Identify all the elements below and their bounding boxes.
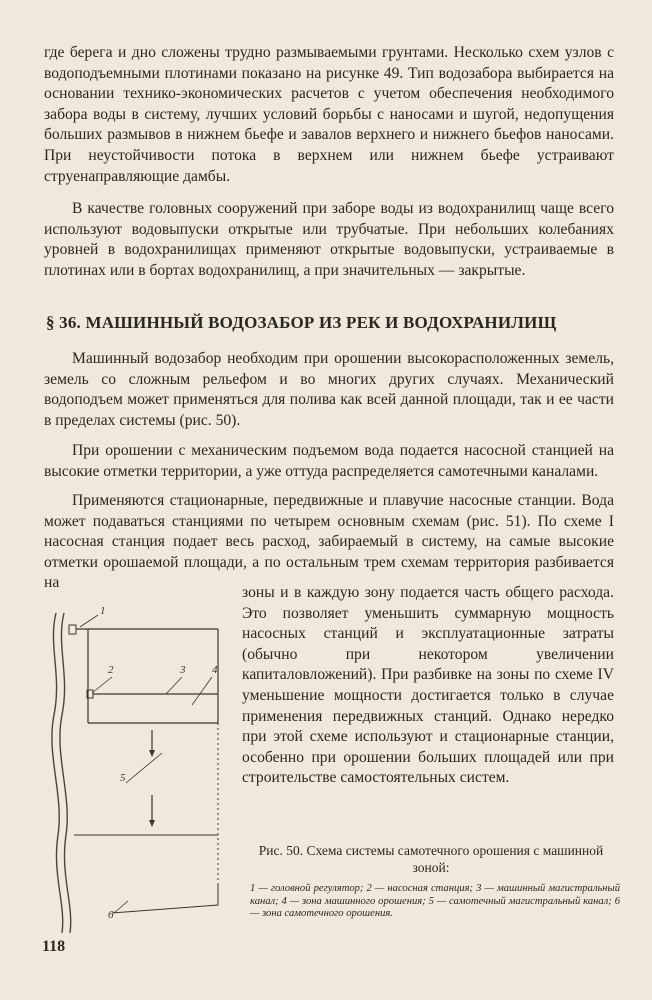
paragraph-6: зоны и в каждую зону подается часть общего расхода. Это позволяет уменьшить суммарную мощность насосных станций и эксплуатационные затраты (обычно при некотором увеличении капиталовложений). При разбивке на зоны по схеме IV уменьшение мощности достигается только в случае применения передвижных станций. Однако нередко при этой схеме используют и стационарные станции, особенно при орошении больших площадей или при строительстве самостоятельных систем. (242, 584, 614, 787)
label-1: 1 (100, 605, 106, 617)
paragraph-3: Машинный водозабор необходим при орошении высокорасположенных земель, земель со сложным рельефом и во многих других случаях. Механический водоподъем может применяться для полива как всей данной площади, так и ее части в пределах системы (рис. 50). (44, 350, 614, 429)
head-regulator (69, 625, 76, 634)
paragraph-1: где берега и дно сложены трудно размываемыми грунтами. Несколько схем узлов с водоподъемными плотинами показано на рисунке 49. Тип водозабора выбирается на основании технико-экономических расчетов с учетом обеспечения необходимого забора воды в систему, лучших условий борьбы с наносами и шугой, недопущения больших размывов в нижнем бьефе и завалов верхнего и нижнего бьефов наносами. При неустойчивости потока в верхнем или нижнем бьефе устраивают струенаправляющие дамбы. (44, 44, 614, 185)
figure-50 (42, 605, 242, 935)
paragraph-5: Применяются стационарные, передвижные и плавучие насосные станции. Вода может подаваться станциями по четырем основным схемам (рис. 51). По схеме I насосная станция подает весь расход, забираемый в систему, на самые высокие отметки орошаемой площади, а по остальным трем схемам территория разбивается на (44, 492, 614, 592)
label-5: 5 (120, 772, 126, 784)
irrigation-scheme-diagram (42, 605, 242, 935)
paragraph-2: В качестве головных сооружений при заборе воды из водохранилищ чаще всего используют водовыпуски открытые или трубчатые. При небольших колебаниях уровней в водохранилищах применяют открытые водовыпуски, устраиваемые в плотинах или в бортах водохранилищ, а при значительных — закрытые. (44, 200, 614, 279)
section-heading: § 36. МАШИННЫЙ ВОДОЗАБОР ИЗ РЕК И ВОДОХРАНИЛИЩ (46, 313, 557, 332)
paragraph-4: При орошении с механическим подъемом вода подается насосной станцией на высокие отметки территории, а уже оттуда распределяется самотечными каналами. (44, 442, 614, 480)
figure-caption-legend: 1 — головной регулятор; 2 — насосная станция; 3 — машинный магистральный канал; 4 — зона машинного орошения; 5 — самотечный магистральный канал; 6 — зона самотечного орошения. (250, 883, 620, 920)
label-3: 3 (180, 664, 186, 676)
river-bank-left (52, 613, 63, 933)
page-number: 118 (42, 938, 66, 955)
label-4: 4 (212, 664, 218, 676)
label-2: 2 (108, 664, 114, 676)
label-6: 6 (108, 909, 114, 921)
figure-caption-title: Рис. 50. Схема системы самотечного орошения с машинной зоной: (258, 843, 604, 875)
river-bank-right (60, 613, 71, 933)
